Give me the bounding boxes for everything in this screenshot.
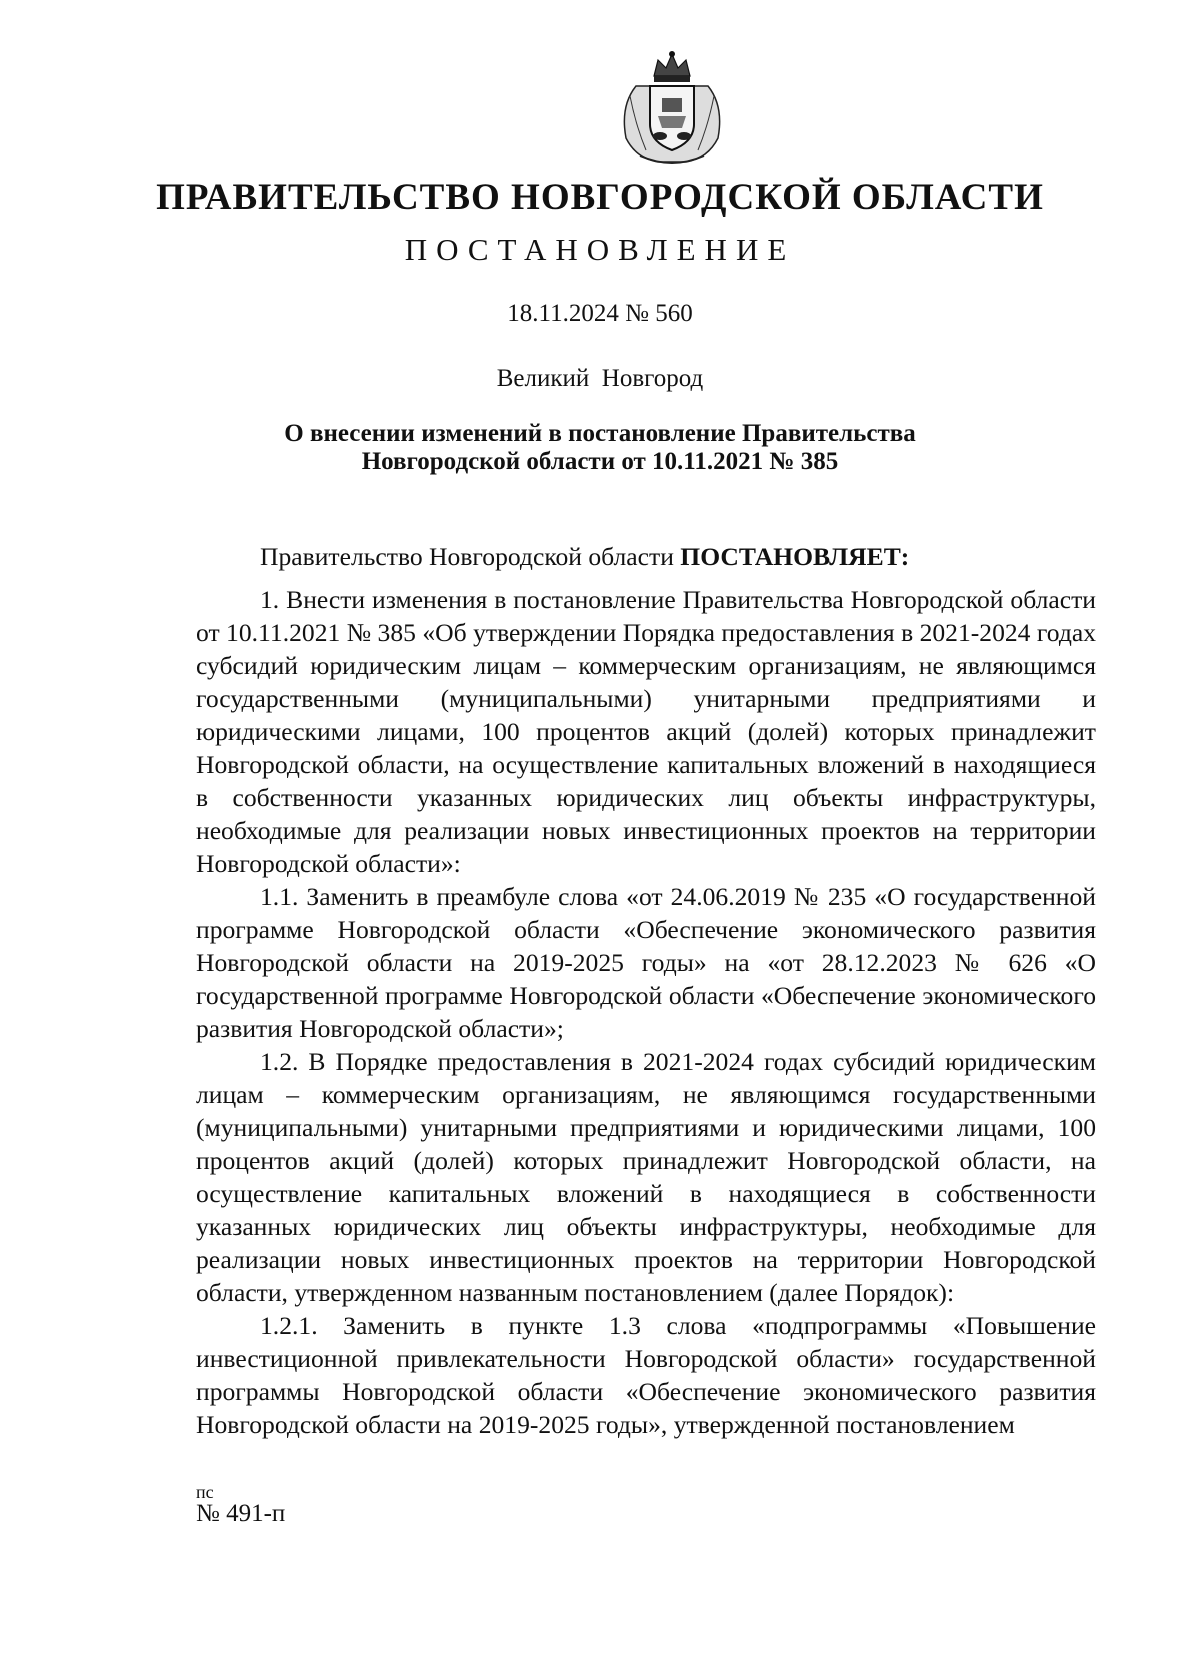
paragraph-1-2: 1.2. В Порядке предоставления в 2021-2024 годах субсидий юридическим лицам – коммерческим организациям, не являющимся государственными (муниципальными) унитарными предприятиями и юридическими лицами, 100 процентов акций (долей) которых принадлежит Новгородской области, на осуществление капитальных вложений в находящиеся в собственности указанных юридических лиц объекты инфраструктуры, необходимые для реализации новых инвестиционных проектов на территории Новгородской области, утвержденном названным постановлением (далее Порядок): bbox=[196, 1047, 1096, 1307]
footer-code: пс bbox=[196, 1482, 214, 1502]
subject-line-2: Новгородской области от 10.11.2021 № 385 bbox=[361, 448, 839, 475]
footer-number: № 491-п bbox=[196, 1500, 286, 1527]
document-subject bbox=[150, 420, 1050, 476]
paragraph-1-1: 1.1. Заменить в преамбуле слова «от 24.06.2019 № 235 «О государственной программе Новгородской области «Обеспечение экономического развития Новгородской области на 2019-2025 годы» на «от 28.12.2023 № 626 «О государственной программе Новгородской области «Обеспечение экономического развития Новгородской области»; bbox=[196, 882, 1096, 1043]
preamble-text: Правительство Новгородской области bbox=[260, 542, 681, 571]
paragraph-1: 1. Внести изменения в постановление Правительства Новгородской области от 10.11.2021 № 385 «Об утверждении Порядка предоставления в 2021-2024 годах субсидий юридическим лицам – коммерческим организациям, не являющимся государственными (муниципальными) унитарными предприятиями и юридическими лицами, 100 процентов акций (долей) которых принадлежит Новгородской области, на осуществление капитальных вложений в находящиеся в собственности указанных юридических лиц объекты инфраструктуры, необходимые для реализации новых инвестиционных проектов на территории Новгородской области»: bbox=[196, 585, 1096, 878]
preamble bbox=[196, 540, 1096, 573]
subject-line-1: О внесении изменений в постановление Правительства bbox=[284, 420, 916, 447]
paragraph-1-2-1: 1.2.1. Заменить в пункте 1.3 слова «подпрограммы «Повышение инвестиционной привлекательности Новгородской области» государственной программы Новгородской области «Обеспечение экономического развития Новгородской области на 2019-2025 годы», утвержденной постановлением bbox=[196, 1311, 1096, 1439]
document-type: ПОСТАНОВЛЕНИЕ bbox=[404, 232, 796, 267]
government-title: ПРАВИТЕЛЬСТВО НОВГОРОДСКОЙ ОБЛАСТИ bbox=[156, 177, 1044, 218]
novgorod-coat-of-arms-icon bbox=[616, 46, 728, 168]
document-body bbox=[196, 540, 1096, 1441]
preamble-resolution: ПОСТАНОВЛЯЕТ: bbox=[680, 542, 910, 571]
document-date-number: 18.11.2024 № 560 bbox=[507, 300, 693, 327]
document-city: Великий Новгород bbox=[496, 365, 704, 392]
